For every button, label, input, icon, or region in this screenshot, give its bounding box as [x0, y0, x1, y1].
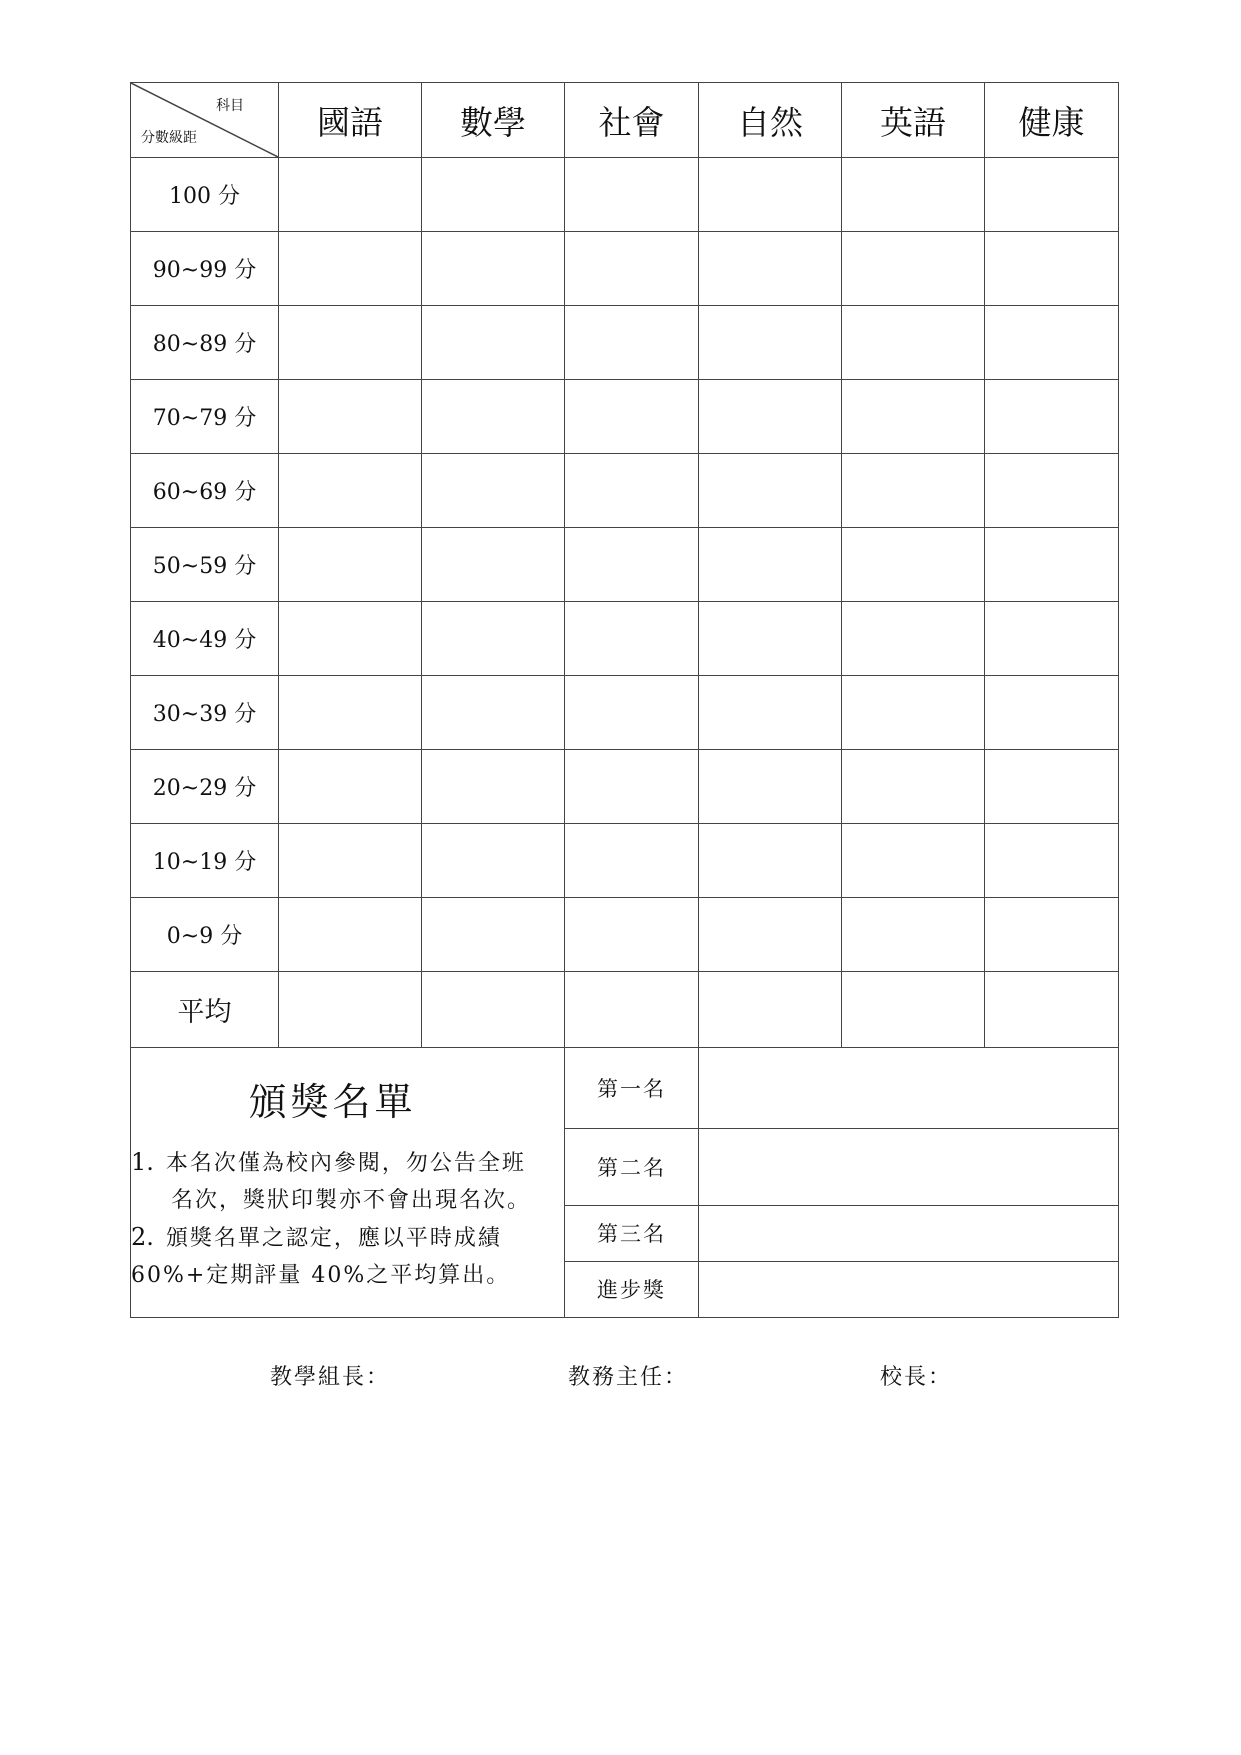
- count-cell[interactable]: [699, 306, 842, 380]
- subject-header: 數學: [422, 83, 565, 158]
- score-distribution-form: [130, 82, 1118, 1318]
- count-cell[interactable]: [985, 676, 1119, 750]
- count-cell[interactable]: [422, 528, 565, 602]
- score-range-row: [131, 232, 1119, 306]
- score-range-label: 80~89 分: [131, 306, 279, 380]
- count-cell[interactable]: [842, 306, 985, 380]
- note-text: 本名次僅為校內參閱，勿公告全班: [165, 1150, 526, 1176]
- count-cell[interactable]: [279, 454, 422, 528]
- count-cell[interactable]: [565, 158, 699, 232]
- note-number: 1.: [131, 1147, 154, 1176]
- corner-subject-label: 科目: [216, 98, 244, 114]
- score-range-label: 20~29 分: [131, 750, 279, 824]
- award-section: [130, 1047, 1119, 1318]
- count-cell[interactable]: [985, 824, 1119, 898]
- count-cell[interactable]: [422, 898, 565, 972]
- count-cell[interactable]: [699, 750, 842, 824]
- count-cell[interactable]: [422, 972, 565, 1048]
- subject-header: 國語: [279, 83, 422, 158]
- count-cell[interactable]: [842, 158, 985, 232]
- score-range-label: 60~69 分: [131, 454, 279, 528]
- count-cell[interactable]: [985, 750, 1119, 824]
- rank-name-field[interactable]: [699, 1047, 1119, 1128]
- count-cell[interactable]: [279, 898, 422, 972]
- count-cell[interactable]: [279, 602, 422, 676]
- count-cell[interactable]: [699, 676, 842, 750]
- count-cell[interactable]: [565, 602, 699, 676]
- subject-header: 健康: [985, 83, 1119, 158]
- note-text: 名次，獎狀印製亦不會出現名次。: [171, 1187, 532, 1213]
- count-cell[interactable]: [422, 306, 565, 380]
- count-cell[interactable]: [279, 824, 422, 898]
- score-range-label: 30~39 分: [131, 676, 279, 750]
- count-cell[interactable]: [422, 602, 565, 676]
- score-range-row: [131, 602, 1119, 676]
- count-cell[interactable]: [699, 232, 842, 306]
- note-text: 頒獎名單之認定，應以平時成績: [165, 1225, 502, 1251]
- score-range-row: [131, 824, 1119, 898]
- count-cell[interactable]: [985, 602, 1119, 676]
- count-cell[interactable]: [565, 528, 699, 602]
- count-cell[interactable]: [699, 454, 842, 528]
- count-cell[interactable]: [985, 898, 1119, 972]
- note-number: 2.: [131, 1222, 154, 1251]
- score-range-rows: [131, 158, 1119, 1048]
- count-cell[interactable]: [985, 158, 1119, 232]
- note-text: 60%+定期評量 40%之平均算出。: [131, 1262, 511, 1288]
- count-cell[interactable]: [565, 676, 699, 750]
- count-cell[interactable]: [842, 528, 985, 602]
- count-cell[interactable]: [279, 750, 422, 824]
- rank-label: 第二名: [565, 1128, 699, 1205]
- score-range-label: 10~19 分: [131, 824, 279, 898]
- count-cell[interactable]: [422, 380, 565, 454]
- award-notes-cell: [131, 1047, 565, 1317]
- count-cell[interactable]: [699, 898, 842, 972]
- score-range-label: 0~9 分: [131, 898, 279, 972]
- score-range-row: [131, 380, 1119, 454]
- score-distribution-table: [130, 82, 1119, 1048]
- score-range-label: 50~59 分: [131, 528, 279, 602]
- score-range-row: [131, 898, 1119, 972]
- rank-name-field[interactable]: [699, 1261, 1119, 1317]
- score-range-row: [131, 454, 1119, 528]
- count-cell[interactable]: [422, 750, 565, 824]
- award-title: 頒獎名單: [248, 1079, 417, 1124]
- header-row: [131, 83, 1119, 158]
- count-cell[interactable]: [422, 676, 565, 750]
- count-cell[interactable]: [279, 380, 422, 454]
- count-cell[interactable]: [699, 602, 842, 676]
- count-cell[interactable]: [842, 898, 985, 972]
- count-cell[interactable]: [279, 972, 422, 1048]
- count-cell[interactable]: [699, 528, 842, 602]
- count-cell[interactable]: [699, 158, 842, 232]
- count-cell[interactable]: [565, 306, 699, 380]
- count-cell[interactable]: [699, 824, 842, 898]
- count-cell[interactable]: [842, 676, 985, 750]
- score-range-label: 40~49 分: [131, 602, 279, 676]
- rank-label: 進步獎: [565, 1261, 699, 1317]
- corner-score-range-label: 分數級距: [141, 130, 197, 146]
- rank-label: 第一名: [565, 1047, 699, 1128]
- count-cell[interactable]: [279, 158, 422, 232]
- count-cell[interactable]: [279, 528, 422, 602]
- count-cell[interactable]: [842, 972, 985, 1048]
- count-cell[interactable]: [565, 232, 699, 306]
- score-range-row: [131, 750, 1119, 824]
- count-cell[interactable]: [565, 898, 699, 972]
- count-cell[interactable]: [279, 306, 422, 380]
- count-cell[interactable]: [842, 750, 985, 824]
- count-cell[interactable]: [565, 380, 699, 454]
- count-cell[interactable]: [422, 454, 565, 528]
- count-cell[interactable]: [565, 750, 699, 824]
- count-cell[interactable]: [422, 232, 565, 306]
- corner-header-cell: [131, 83, 279, 158]
- count-cell[interactable]: [842, 380, 985, 454]
- count-cell[interactable]: [985, 528, 1119, 602]
- score-range-label: 70~79 分: [131, 380, 279, 454]
- count-cell[interactable]: [842, 454, 985, 528]
- score-range-row: [131, 306, 1119, 380]
- count-cell[interactable]: [279, 232, 422, 306]
- award-note-2: [131, 1219, 564, 1294]
- subject-header: 自然: [699, 83, 842, 158]
- average-row: [131, 972, 1119, 1048]
- signature-academic-section-chief: 教學組長：: [270, 1365, 391, 1390]
- score-range-row: [131, 158, 1119, 232]
- count-cell[interactable]: [842, 824, 985, 898]
- award-note-1: [131, 1144, 564, 1219]
- count-cell[interactable]: [985, 232, 1119, 306]
- score-range-label: 90~99 分: [131, 232, 279, 306]
- signature-principal: 校長：: [880, 1365, 953, 1390]
- signature-academic-director: 教務主任：: [568, 1365, 689, 1390]
- count-cell[interactable]: [985, 306, 1119, 380]
- score-range-row: [131, 676, 1119, 750]
- subject-header: 英語: [842, 83, 985, 158]
- count-cell[interactable]: [565, 454, 699, 528]
- count-cell[interactable]: [279, 676, 422, 750]
- count-cell[interactable]: [565, 824, 699, 898]
- score-range-row: [131, 528, 1119, 602]
- count-cell[interactable]: [565, 972, 699, 1048]
- subject-header: 社會: [565, 83, 699, 158]
- score-range-label: 100 分: [131, 158, 279, 232]
- count-cell[interactable]: [985, 454, 1119, 528]
- rank-label: 第三名: [565, 1205, 699, 1261]
- rank-name-field[interactable]: [699, 1128, 1119, 1205]
- rank-name-field[interactable]: [699, 1205, 1119, 1261]
- count-cell[interactable]: [699, 972, 842, 1048]
- count-cell[interactable]: [985, 972, 1119, 1048]
- count-cell[interactable]: [985, 380, 1119, 454]
- average-label: 平均: [131, 972, 279, 1048]
- count-cell[interactable]: [699, 380, 842, 454]
- count-cell[interactable]: [422, 824, 565, 898]
- count-cell[interactable]: [842, 602, 985, 676]
- count-cell[interactable]: [842, 232, 985, 306]
- count-cell[interactable]: [422, 158, 565, 232]
- signature-line: [0, 1360, 1241, 1390]
